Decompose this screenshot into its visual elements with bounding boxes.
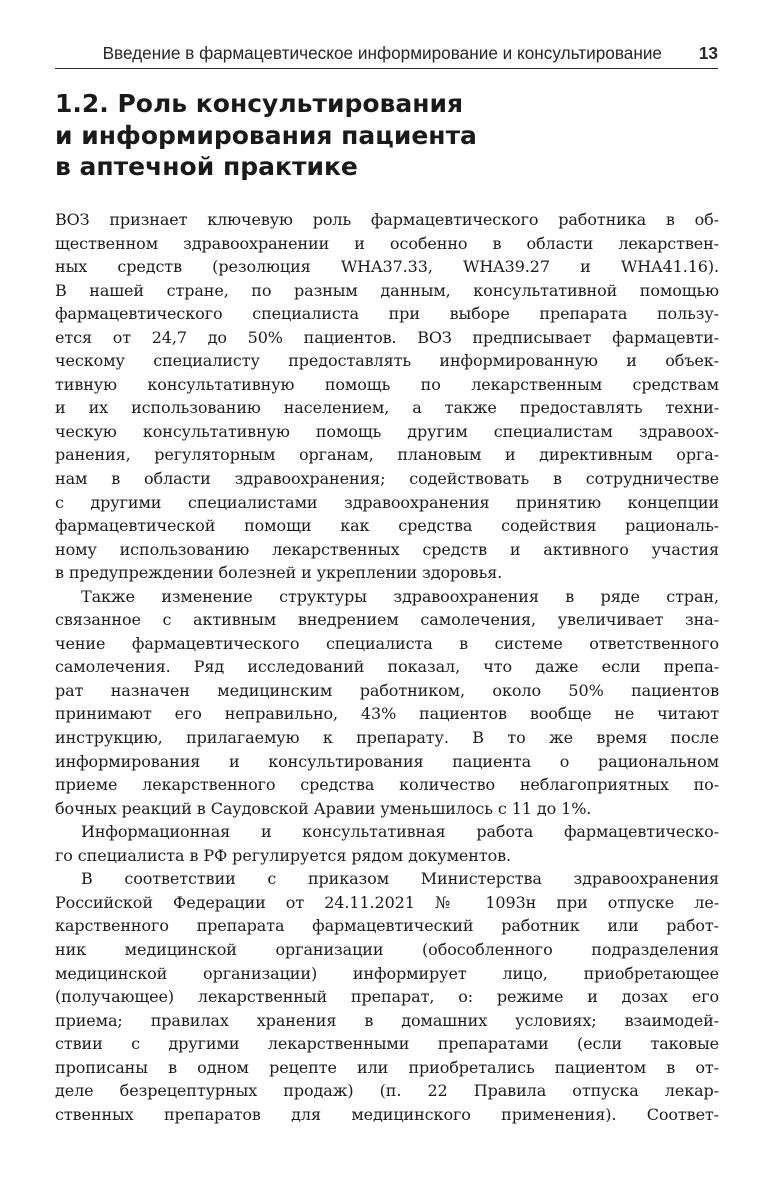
text-line: ческому специалисту предоставлять информированную и объек-	[55, 351, 719, 371]
section-heading	[55, 88, 477, 183]
text-line: прописаны в одном рецепте или приобретались пациентом в от-	[55, 1057, 719, 1077]
text-line: связанное с активным внедрением самолечения, увеличивает зна-	[55, 610, 719, 630]
page-number: 13	[698, 43, 718, 63]
text-line: деле безрецептурных продаж) (п. 22 Правила отпуска лекар-	[55, 1081, 719, 1101]
text-line: медицинской организации) информирует лицо, приобретающее	[55, 963, 719, 983]
text-line: го специалиста в РФ регулируется рядом документов.	[55, 845, 512, 865]
text-line: бочных реакций в Саудовской Аравии уменьшилось с 11 до 1%.	[55, 798, 592, 818]
paragraph-order-1093n	[55, 867, 719, 1126]
text-line: нам в области здравоохранения; содействовать в сотрудничестве	[55, 469, 719, 489]
text-line: ному использованию лекарственных средств и активного участия	[55, 539, 719, 559]
text-line: информирования и консультирования пациента о рациональном	[55, 751, 719, 771]
running-header	[55, 38, 718, 69]
text-line: ник медицинской организации (обособленного подразделения	[55, 939, 719, 959]
text-line: ется от 24,7 до 50% пациентов. ВОЗ предписывает фармацевти-	[55, 327, 719, 347]
running-header-title: Введение в фармацевтическое информирование и консультирование	[102, 43, 662, 63]
text-line: В соответствии с приказом Министерства здравоохранения	[81, 869, 719, 889]
text-line: В нашей стране, по разным данным, консультативной помощью	[55, 280, 719, 300]
text-line: Также изменение структуры здравоохранения в ряде стран,	[81, 586, 719, 606]
section-heading-line: и информирования пациента	[55, 120, 477, 150]
body-text	[55, 208, 719, 1126]
paragraph-self-medication	[55, 585, 719, 820]
text-line: ственных препаратов для медицинского применения). Соответ-	[55, 1104, 719, 1124]
text-line: с другими специалистами здравоохранения принятию концепции	[55, 492, 719, 512]
text-line: карственного препарата фармацевтический работник или работ-	[55, 916, 719, 936]
text-line: ческую консультативную помощь другим специалистам здравоох-	[55, 421, 719, 441]
text-line: ВОЗ признает ключевую роль фармацевтического работника в об-	[55, 210, 719, 229]
text-line: тивную консультативную помощь по лекарственным средствам	[55, 374, 719, 394]
text-line: самолечения. Ряд исследований показал, что даже если препа-	[55, 657, 719, 677]
text-line: ствии с другими лекарственными препаратами (если таковые	[55, 1034, 719, 1054]
text-line: ных средств (резолюция WHA37.33, WHA39.27 и WHA41.16).	[55, 257, 719, 277]
text-line: (получающее) лекарственный препарат, о: режиме и дозах его	[55, 987, 719, 1007]
text-line: Российской Федерации от 24.11.2021 № 1093н при отпуске ле-	[55, 892, 719, 912]
text-line: чение фармацевтического специалиста в системе ответственного	[55, 633, 719, 653]
text-line: инструкцию, прилагаемую к препарату. В то же время после	[55, 728, 719, 748]
text-line: фармацевтического специалиста при выборе препарата пользу-	[55, 304, 719, 324]
text-line: ранения, регуляторным органам, плановым и директивным орга-	[55, 445, 719, 465]
text-line: принимают его неправильно, 43% пациентов вообще не читают	[55, 704, 719, 724]
text-line: фармацевтической помощи как средства содействия рациональ-	[55, 516, 719, 536]
section-heading-line: 1.2. Роль консультирования	[55, 89, 464, 118]
text-line: в предупреждении болезней и укреплении здоровья.	[55, 563, 503, 583]
text-line: рат назначен медицинским работником, около 50% пациентов	[55, 680, 719, 700]
paragraph-regulation	[55, 820, 719, 867]
text-line: приеме лекарственного средства количество неблагоприятных по-	[55, 775, 719, 795]
paragraph-who-role	[55, 208, 719, 585]
text-line: приема; правилах хранения в домашних условиях; взаимодей-	[55, 1010, 719, 1030]
text-line: и их использованию населением, а также предоставлять техни-	[55, 398, 719, 418]
section-heading-line: в аптечной практике	[55, 152, 358, 181]
text-line: Информационная и консультативная работа фармацевтическо-	[81, 822, 719, 842]
text-line: щественном здравоохранении и особенно в области лекарствен-	[55, 233, 719, 253]
